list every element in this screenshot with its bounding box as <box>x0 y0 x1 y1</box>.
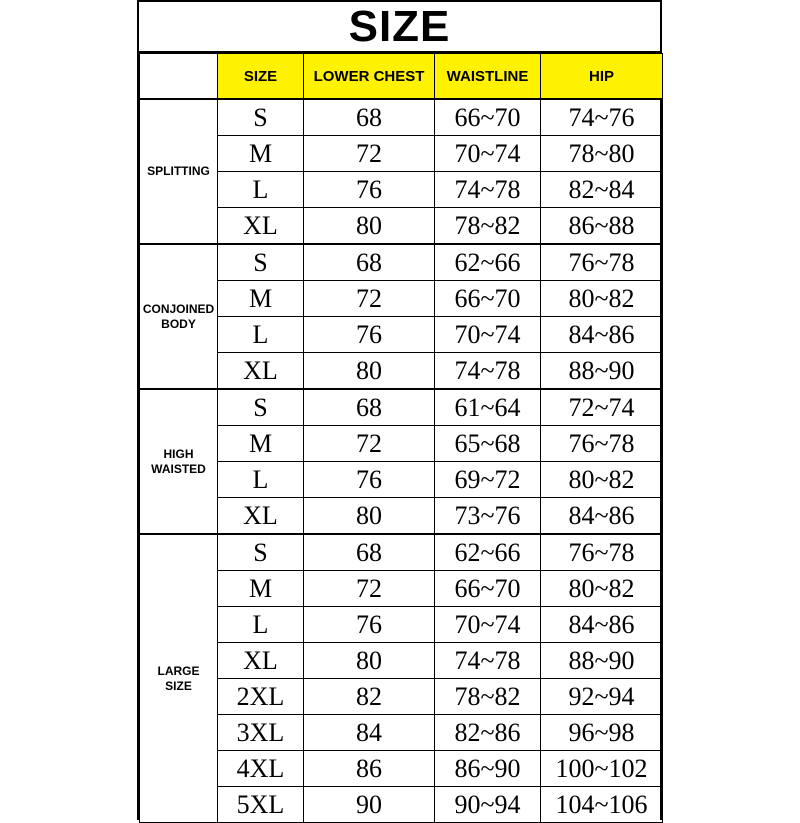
group-label: SPLITTING <box>140 99 218 244</box>
hip-cell: 84~86 <box>541 498 663 535</box>
hip-cell: 96~98 <box>541 715 663 751</box>
table-row <box>140 136 663 172</box>
lower-chest-cell: 76 <box>304 172 435 208</box>
size-cell: M <box>218 281 304 317</box>
lower-chest-cell: 72 <box>304 136 435 172</box>
lower-chest-cell: 90 <box>304 787 435 823</box>
lower-chest-cell: 72 <box>304 281 435 317</box>
table-row <box>140 715 663 751</box>
waistline-cell: 86~90 <box>435 751 541 787</box>
table-row <box>140 498 663 535</box>
size-cell: 3XL <box>218 715 304 751</box>
lower-chest-cell: 80 <box>304 498 435 535</box>
hip-cell: 78~80 <box>541 136 663 172</box>
size-cell: 4XL <box>218 751 304 787</box>
hip-cell: 100~102 <box>541 751 663 787</box>
group-splitting <box>140 99 663 244</box>
hip-cell: 76~78 <box>541 534 663 571</box>
lower-chest-cell: 68 <box>304 534 435 571</box>
size-cell: XL <box>218 208 304 245</box>
waistline-cell: 61~64 <box>435 389 541 426</box>
size-cell: L <box>218 607 304 643</box>
hip-cell: 80~82 <box>541 281 663 317</box>
lower-chest-cell: 76 <box>304 607 435 643</box>
header-lower-chest: LOWER CHEST <box>304 54 435 100</box>
size-table <box>139 53 663 823</box>
table-row <box>140 787 663 823</box>
lower-chest-cell: 80 <box>304 208 435 245</box>
table-row <box>140 534 663 571</box>
waistline-cell: 70~74 <box>435 607 541 643</box>
table-row <box>140 426 663 462</box>
group-label: LARGE SIZE <box>140 534 218 823</box>
header-blank <box>140 54 218 100</box>
size-cell: XL <box>218 498 304 535</box>
waistline-cell: 70~74 <box>435 317 541 353</box>
hip-cell: 80~82 <box>541 571 663 607</box>
table-row <box>140 99 663 136</box>
waistline-cell: 74~78 <box>435 172 541 208</box>
table-row <box>140 679 663 715</box>
waistline-cell: 66~70 <box>435 571 541 607</box>
table-row <box>140 172 663 208</box>
hip-cell: 86~88 <box>541 208 663 245</box>
hip-cell: 72~74 <box>541 389 663 426</box>
size-cell: S <box>218 244 304 281</box>
hip-cell: 88~90 <box>541 643 663 679</box>
lower-chest-cell: 76 <box>304 462 435 498</box>
table-row <box>140 571 663 607</box>
header-size: SIZE <box>218 54 304 100</box>
size-cell: M <box>218 426 304 462</box>
hip-cell: 82~84 <box>541 172 663 208</box>
table-row <box>140 751 663 787</box>
size-cell: XL <box>218 643 304 679</box>
lower-chest-cell: 80 <box>304 353 435 390</box>
size-cell: 5XL <box>218 787 304 823</box>
hip-cell: 76~78 <box>541 244 663 281</box>
size-cell: S <box>218 389 304 426</box>
lower-chest-cell: 72 <box>304 426 435 462</box>
table-row <box>140 643 663 679</box>
waistline-cell: 82~86 <box>435 715 541 751</box>
waistline-cell: 69~72 <box>435 462 541 498</box>
size-cell: L <box>218 172 304 208</box>
header-hip: HIP <box>541 54 663 100</box>
table-row <box>140 389 663 426</box>
table-row <box>140 607 663 643</box>
waistline-cell: 73~76 <box>435 498 541 535</box>
size-cell: L <box>218 317 304 353</box>
hip-cell: 104~106 <box>541 787 663 823</box>
group-conjoined-body <box>140 244 663 389</box>
waistline-cell: 74~78 <box>435 643 541 679</box>
size-cell: XL <box>218 353 304 390</box>
table-row <box>140 462 663 498</box>
lower-chest-cell: 82 <box>304 679 435 715</box>
lower-chest-cell: 72 <box>304 571 435 607</box>
hip-cell: 92~94 <box>541 679 663 715</box>
waistline-cell: 90~94 <box>435 787 541 823</box>
waistline-cell: 62~66 <box>435 534 541 571</box>
group-label: HIGH WAISTED <box>140 389 218 534</box>
size-cell: M <box>218 571 304 607</box>
lower-chest-cell: 80 <box>304 643 435 679</box>
table-row <box>140 281 663 317</box>
hip-cell: 80~82 <box>541 462 663 498</box>
header-waistline: WAISTLINE <box>435 54 541 100</box>
lower-chest-cell: 76 <box>304 317 435 353</box>
hip-cell: 84~86 <box>541 607 663 643</box>
group-label: CONJOINED BODY <box>140 244 218 389</box>
waistline-cell: 78~82 <box>435 679 541 715</box>
header-row <box>140 54 663 100</box>
lower-chest-cell: 68 <box>304 99 435 136</box>
hip-cell: 84~86 <box>541 317 663 353</box>
lower-chest-cell: 68 <box>304 389 435 426</box>
table-row <box>140 317 663 353</box>
chart-title: SIZE <box>139 2 660 53</box>
group-large-size <box>140 534 663 823</box>
hip-cell: 74~76 <box>541 99 663 136</box>
hip-cell: 88~90 <box>541 353 663 390</box>
waistline-cell: 74~78 <box>435 353 541 390</box>
lower-chest-cell: 68 <box>304 244 435 281</box>
waistline-cell: 66~70 <box>435 281 541 317</box>
waistline-cell: 66~70 <box>435 99 541 136</box>
size-cell: 2XL <box>218 679 304 715</box>
table-row <box>140 244 663 281</box>
hip-cell: 76~78 <box>541 426 663 462</box>
size-cell: S <box>218 99 304 136</box>
waistline-cell: 65~68 <box>435 426 541 462</box>
table-row <box>140 208 663 245</box>
waistline-cell: 62~66 <box>435 244 541 281</box>
waistline-cell: 70~74 <box>435 136 541 172</box>
group-high-waisted <box>140 389 663 534</box>
size-cell: M <box>218 136 304 172</box>
size-cell: L <box>218 462 304 498</box>
waistline-cell: 78~82 <box>435 208 541 245</box>
size-cell: S <box>218 534 304 571</box>
size-chart <box>137 0 662 820</box>
table-row <box>140 353 663 390</box>
lower-chest-cell: 86 <box>304 751 435 787</box>
lower-chest-cell: 84 <box>304 715 435 751</box>
